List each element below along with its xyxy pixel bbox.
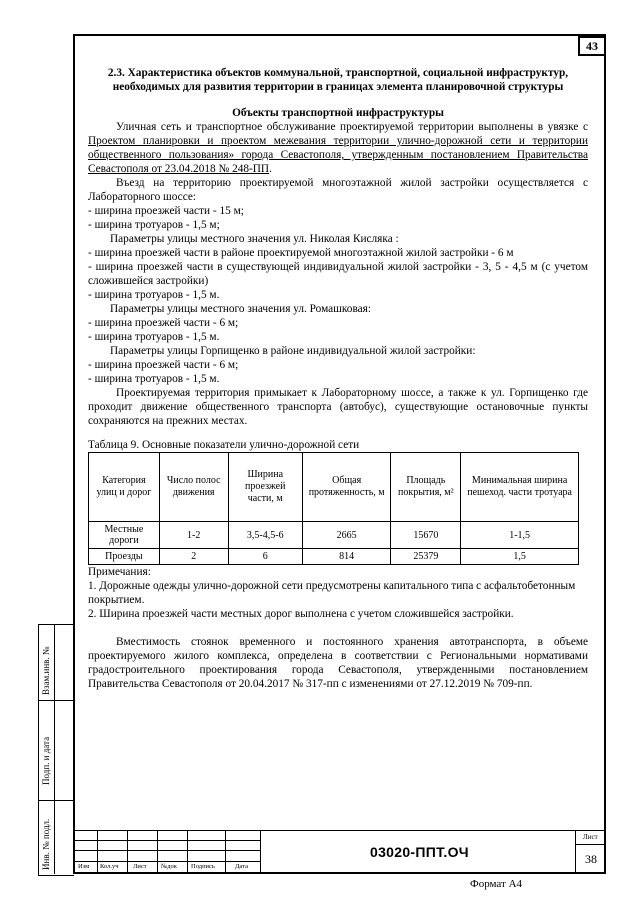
table-cell: 1-1,5 bbox=[461, 522, 579, 549]
tb-col: №док bbox=[161, 863, 177, 870]
table-row bbox=[89, 522, 579, 549]
lab-item: - ширина тротуаров - 1,5 м; bbox=[88, 219, 220, 231]
table-cell: 3,5-4,5-6 bbox=[228, 522, 302, 549]
intro-reference: Проектом планировки и проектом межевания территории улично-дорожной сети и территории общественного пользования» города Севастополя, утвержденным постановлением Правительства Севастополя от 23.04.2018 № 248-ПП bbox=[88, 135, 588, 175]
intro-text: Уличная сеть и транспортное обслуживание проектируемой территории выполнены в увязке с bbox=[116, 121, 588, 133]
table-header: Площадь покрытия, м² bbox=[391, 453, 461, 522]
table-row bbox=[89, 549, 579, 565]
gorp-item: - ширина тротуаров - 1,5 м. bbox=[88, 373, 220, 385]
road-table bbox=[88, 452, 579, 565]
page-number: 43 bbox=[578, 36, 606, 56]
note-item: 2. Ширина проезжей части местных дорог выполнена с учетом сложившейся застройки. bbox=[88, 608, 514, 620]
sheet-number: 38 bbox=[585, 852, 597, 866]
table-cell: 15670 bbox=[391, 522, 461, 549]
tb-col: Изм bbox=[78, 863, 90, 870]
document-body bbox=[88, 66, 588, 691]
kislyak-item: - ширина проезжей части в существующей индивидуальной жилой застройки - 3, 5 - 4,5 м (с учетом сложившейся застройки) bbox=[88, 261, 588, 287]
document-code: 03020-ППТ.ОЧ bbox=[370, 844, 469, 860]
table-cell: 2665 bbox=[302, 522, 391, 549]
border-paragraph: Проектируемая территория примыкает к Лабораторному шоссе, а также к ул. Горпищенко где проходит движение общественного транспорта (автобус), существующие остановочные пункты сохраняются на прежних местах. bbox=[88, 387, 588, 427]
side-label: Подп. и дата bbox=[41, 736, 51, 785]
table-header: Число полос движения bbox=[159, 453, 228, 522]
kislyak-item: - ширина тротуаров - 1,5 м. bbox=[88, 289, 220, 301]
table-cell: 1-2 bbox=[159, 522, 228, 549]
title-block bbox=[75, 830, 604, 872]
subtitle: Объекты транспортной инфраструктуры bbox=[232, 107, 444, 119]
table-caption: Таблица 9. Основные показатели улично-дорожной сети bbox=[88, 439, 360, 451]
table-cell: 814 bbox=[302, 549, 391, 565]
tb-col: Лист bbox=[133, 863, 147, 870]
format-label: Формат А4 bbox=[470, 878, 523, 890]
notes bbox=[88, 565, 588, 621]
table-header-row bbox=[89, 453, 579, 522]
kislyak-heading: Параметры улицы местного значения ул. Николая Кисляка : bbox=[110, 233, 399, 245]
note-item: 1. Дорожные одежды улично-дорожной сети предусмотрены капитального типа с асфальтобетонным покрытием. bbox=[88, 580, 576, 606]
table-header: Категория улиц и дорог bbox=[89, 453, 160, 522]
table-cell: Проезды bbox=[89, 549, 160, 565]
gorp-heading: Параметры улицы Горпищенко в районе индивидуальной жилой застройки: bbox=[110, 345, 476, 357]
table-cell: 2 bbox=[159, 549, 228, 565]
table-header: Ширина проезжей части, м bbox=[228, 453, 302, 522]
table-header: Общая протяженность, м bbox=[302, 453, 391, 522]
romash-item: - ширина тротуаров - 1,5 м. bbox=[88, 331, 220, 343]
romash-item: - ширина проезжей части - 6 м; bbox=[88, 317, 239, 329]
table-cell: 6 bbox=[228, 549, 302, 565]
lab-item: - ширина проезжей части - 15 м; bbox=[88, 205, 244, 217]
notes-heading: Примечания: bbox=[88, 566, 151, 578]
gorp-item: - ширина проезжей части - 6 м; bbox=[88, 359, 239, 371]
table-cell: 1,5 bbox=[461, 549, 579, 565]
side-label: Взам.инв. № bbox=[41, 646, 51, 695]
tb-col: Подпись bbox=[191, 863, 215, 870]
table-header: Минимальная ширина пешеход. части тротуара bbox=[461, 453, 579, 522]
intro-end: . bbox=[269, 163, 272, 175]
side-label: Инв. № подл. bbox=[41, 818, 51, 870]
table-cell: 25379 bbox=[391, 549, 461, 565]
intro-paragraph bbox=[88, 120, 588, 176]
section-title: 2.3. Характеристика объектов коммунальной, транспортной, социальной инфраструктур, необходимых для развития территории в границах элемента планировочной структуры bbox=[107, 67, 569, 93]
tb-col: Дата bbox=[235, 863, 248, 870]
kislyak-item: - ширина проезжей части в районе проектируемой многоэтажной жилой застройки - 6 м bbox=[88, 247, 514, 259]
romash-heading: Параметры улицы местного значения ул. Ромашковая: bbox=[110, 303, 371, 315]
entry-paragraph: Въезд на территорию проектируемой многоэтажной жилой застройки осуществляется с Лабораторного шоссе: bbox=[88, 177, 588, 203]
table-cell: Местные дороги bbox=[89, 522, 160, 549]
parking-paragraph: Вместимость стоянок временного и постоянного хранения автотранспорта, в объеме проектируемого жилого комплекса, определена в соответствии с Региональными нормативами градостроительного проектирования города Севастополя, утвержденными постановлением Правительства Севастополя от 20.04.2017 № 317-пп с изменениями от 27.12.2019 № 709-пп. bbox=[88, 636, 588, 690]
sheet-label: Лист bbox=[583, 833, 598, 841]
tb-col: Кол.уч bbox=[100, 863, 119, 870]
